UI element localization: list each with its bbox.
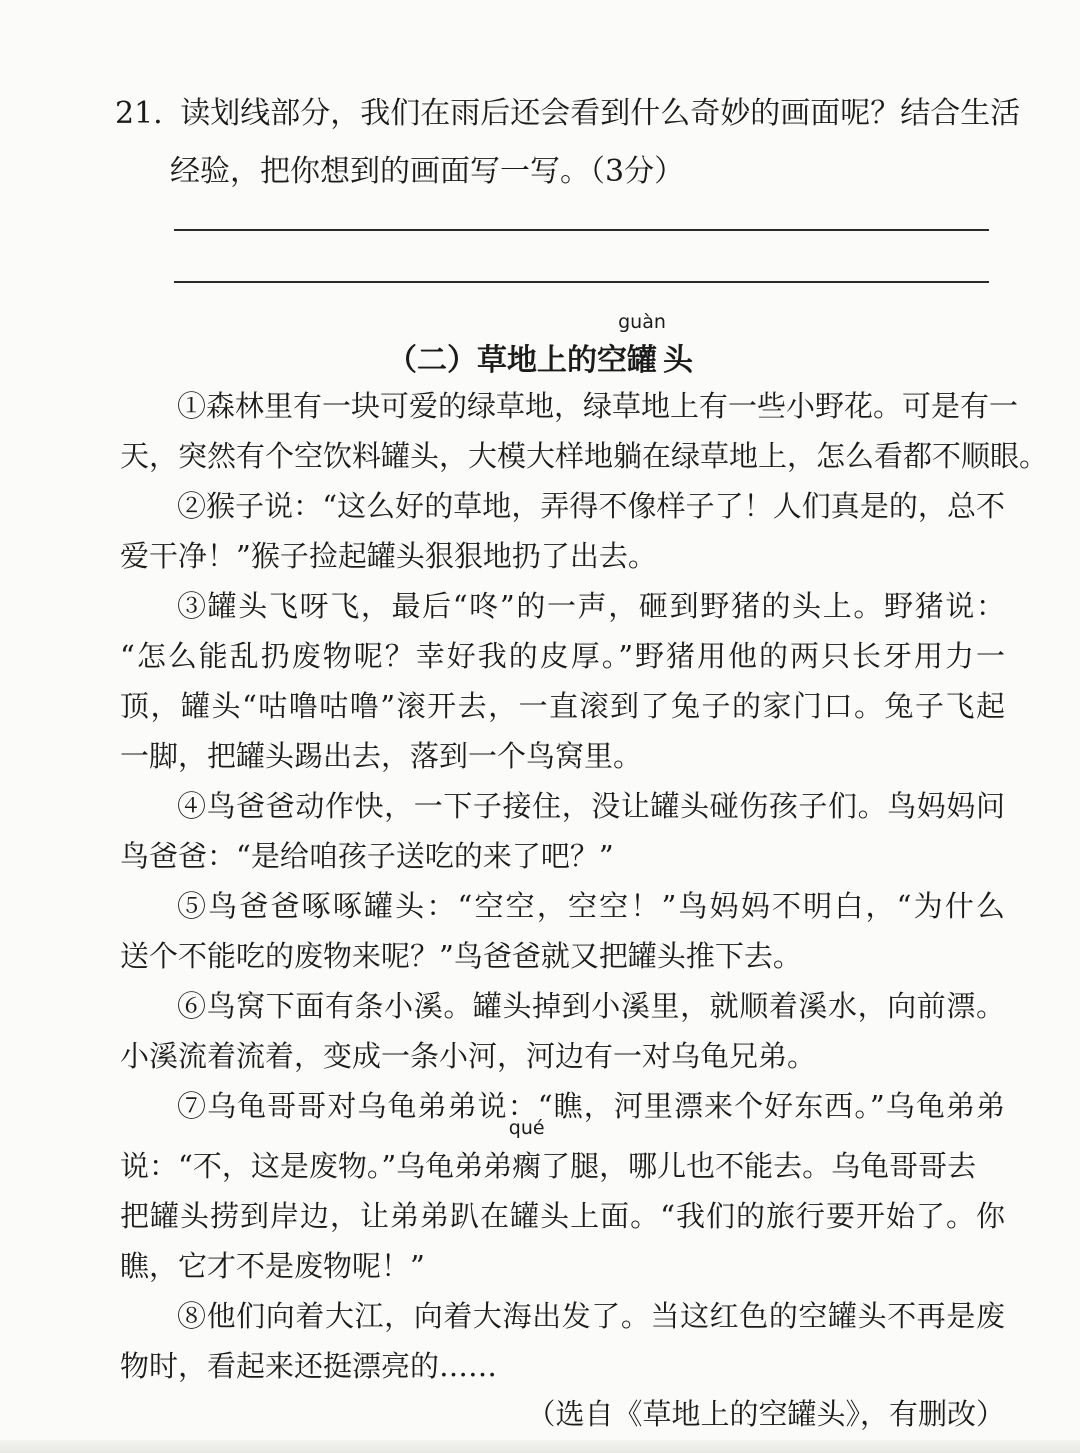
- paragraph-4-line-1: ④鸟爸爸动作快，一下子接住，没让罐头碰伤孩子们。鸟妈妈问: [177, 789, 1005, 823]
- passage-title: [0, 311, 1080, 379]
- source-citation: （选自《草地上的空罐头》，有删改）: [526, 1397, 1005, 1431]
- paragraph-2-line-2: 爱干净！”猴子捡起罐头狠狠地扔了出去。: [120, 539, 657, 573]
- paragraph-7-line-2-after: 了腿，哪儿也不能去。乌龟哥哥去: [541, 1149, 977, 1183]
- passage-title-after: 头: [663, 343, 693, 378]
- paragraph-5-line-2: 送个不能吃的废物来呢？”鸟爸爸就又把罐头推下去。: [120, 939, 802, 973]
- ruby-char-guan: 罐: [627, 343, 657, 378]
- paragraph-7-line-2-before: 说：“不，这是废物。”乌龟弟弟: [120, 1149, 513, 1183]
- pinyin-que: qué: [508, 1117, 545, 1139]
- answer-line-2[interactable]: [174, 281, 989, 283]
- passage-title-before: （二）草地上的空: [387, 343, 627, 378]
- paragraph-5-line-1: ⑤鸟爸爸啄啄罐头：“空空，空空！”鸟妈妈不明白，“为什么: [177, 889, 1005, 923]
- paragraph-4-line-2: 鸟爸爸：“是给咱孩子送吃的来了吧？”: [120, 839, 614, 873]
- paragraph-7-line-3: 把罐头捞到岸边，让弟弟趴在罐头上面。“我们的旅行要开始了。你: [120, 1199, 1005, 1233]
- question-number: 21.: [115, 96, 163, 131]
- pinyin-guan: guàn: [618, 311, 666, 333]
- paragraph-1-line-1: ①森林里有一块可爱的绿草地，绿草地上有一些小野花。可是有一: [177, 389, 1019, 423]
- paragraph-6-line-2: 小溪流着流着，变成一条小河，河边有一对乌龟兄弟。: [120, 1039, 817, 1073]
- question-21-line-1: [115, 88, 1020, 132]
- question-21-line-2: 经验，把你想到的画面写一写。（3分）: [170, 154, 685, 189]
- paragraph-7-line-2: [120, 1117, 1005, 1185]
- ruby-que: [508, 1117, 545, 1185]
- paragraph-8-line-2: 物时，看起来还挺漂亮的……: [120, 1349, 498, 1383]
- question-text-line-1: 读划线部分，我们在雨后还会看到什么奇妙的画面呢？结合生活: [180, 96, 1021, 131]
- page-bottom-edge: [0, 1440, 1080, 1453]
- paragraph-3-line-4: 一脚，把罐头踢出去，落到一个鸟窝里。: [120, 739, 643, 773]
- paragraph-7-line-4: 瞧，它才不是废物呢！”: [120, 1249, 425, 1283]
- paragraph-8-line-1: ⑧他们向着大江，向着大海出发了。当这红色的空罐头不再是废: [177, 1299, 1005, 1333]
- paragraph-1-line-2: 天，突然有个空饮料罐头，大模大样地躺在绿草地上，怎么看都不顺眼。: [120, 439, 1049, 473]
- paragraph-6-line-1: ⑥鸟窝下面有条小溪。罐头掉到小溪里，就顺着溪水，向前漂。: [177, 989, 1005, 1023]
- paragraph-3-line-3: 顶，罐头“咕噜咕噜”滚开去，一直滚到了兔子的家门口。兔子飞起: [120, 689, 1005, 723]
- passage-title-ruby: [618, 311, 666, 379]
- paragraph-3-line-2: “怎么能乱扔废物呢？幸好我的皮厚。”野猪用他的两只长牙用力一: [120, 639, 1005, 673]
- paragraph-2-line-1: ②猴子说：“这么好的草地，弄得不像样子了！人们真是的，总不: [177, 489, 1005, 523]
- answer-line-1[interactable]: [174, 229, 989, 231]
- paragraph-3-line-1: ③罐头飞呀飞，最后“咚”的一声，砸到野猪的头上。野猪说：: [177, 589, 1005, 623]
- paragraph-7-line-1: ⑦乌龟哥哥对乌龟弟弟说：“瞧，河里漂来个好东西。”乌龟弟弟: [177, 1089, 1005, 1123]
- ruby-char-que: 瘸: [512, 1149, 542, 1183]
